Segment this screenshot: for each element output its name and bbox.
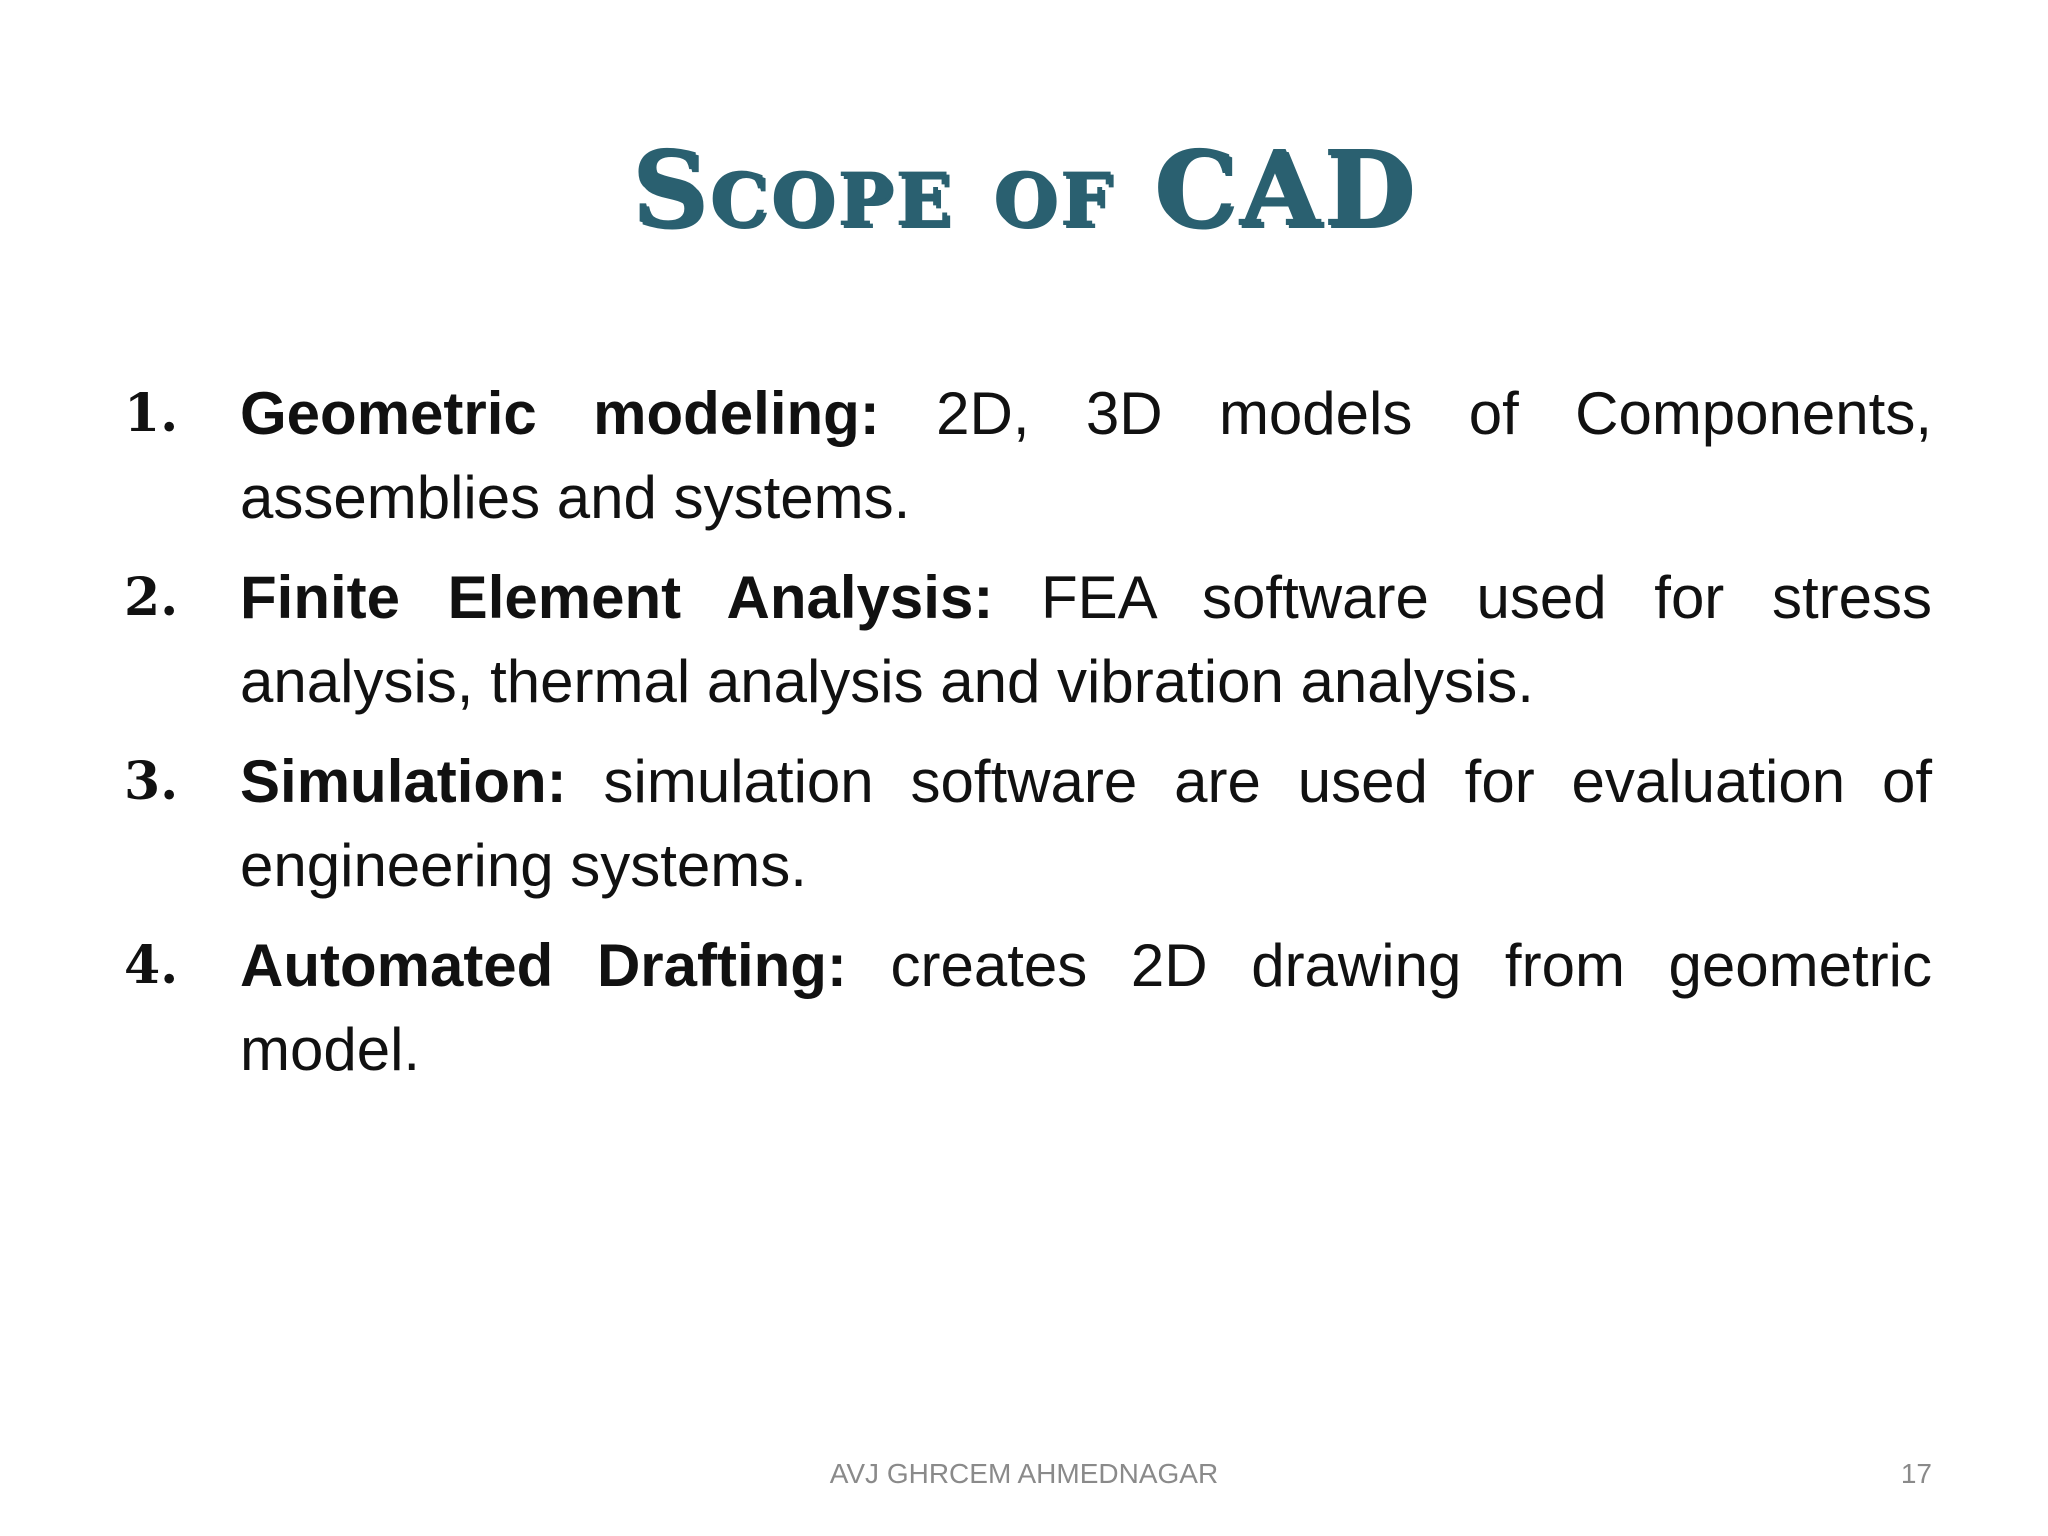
list-item-text: FEA software used for stress analysis, thermal analysis and vibration analysis.	[240, 564, 1932, 715]
list-item-term: Simulation:	[240, 748, 567, 815]
list-item-text: creates 2D drawing from geometric model.	[240, 932, 1932, 1083]
list-item	[124, 556, 1932, 724]
list-item-number: 3.	[124, 751, 179, 812]
slide-footer: AVJ GHRCEM AHMEDNAGAR	[829, 1458, 1219, 1489]
list-item-text: 2D, 3D models of Components, assemblies and systems.	[240, 380, 1932, 531]
slide-title	[0, 127, 2048, 250]
page-number: 17	[1900, 1458, 1932, 1489]
list-item	[124, 924, 1932, 1092]
scope-list	[124, 372, 1932, 1108]
list-item-term: Finite Element Analysis:	[240, 564, 994, 631]
list-item-body	[240, 372, 1932, 540]
list-item	[124, 372, 1932, 540]
list-item-number: 1.	[124, 383, 179, 444]
list-item	[124, 740, 1932, 908]
list-item-body	[240, 556, 1932, 724]
list-item-term: Geometric modeling:	[240, 380, 880, 447]
list-item-number: 2.	[124, 567, 179, 628]
list-item-number: 4.	[124, 935, 179, 996]
list-item-text: simulation software are used for evaluation of engineering systems.	[240, 748, 1932, 899]
list-item-body	[240, 740, 1932, 908]
list-item-body	[240, 924, 1932, 1092]
slide-title-text: Scope of CAD	[631, 127, 1417, 250]
list-item-term: Automated Drafting:	[240, 932, 847, 999]
